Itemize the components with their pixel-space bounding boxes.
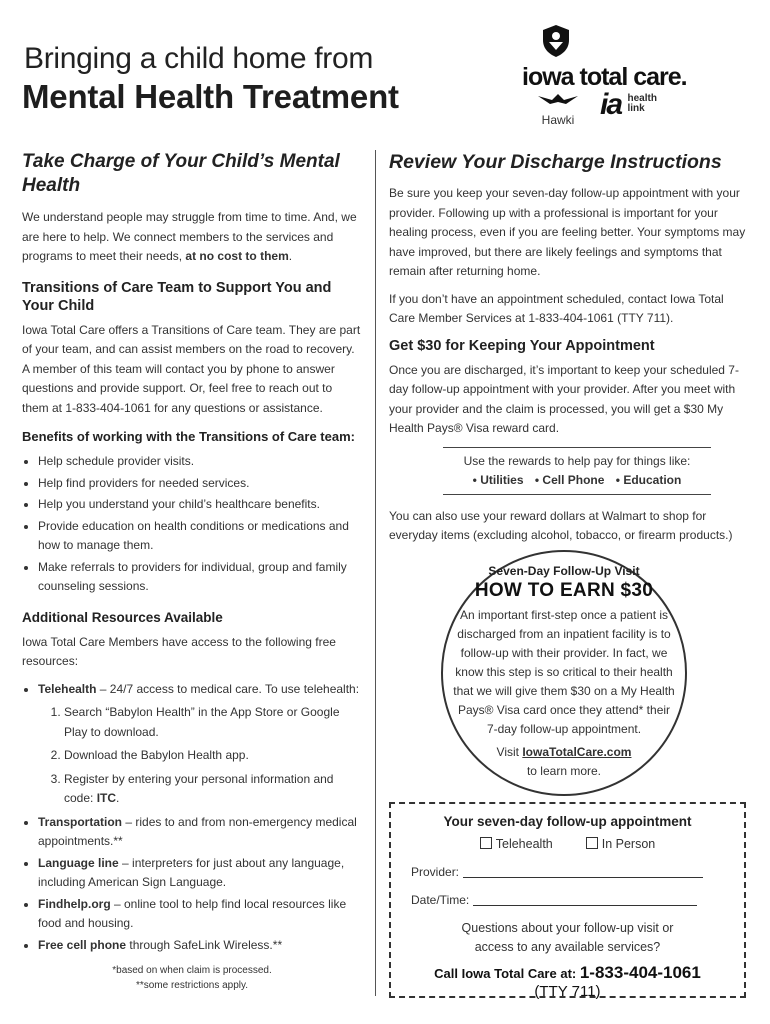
questions-text: Questions about your follow-up visit or access to any available services? bbox=[461, 921, 674, 954]
ia-mark: ia bbox=[600, 88, 622, 121]
findhelp-label: Findhelp.org bbox=[38, 896, 111, 911]
left-column bbox=[22, 150, 362, 993]
benefits-heading: Benefits of working with the Transitions of Care team: bbox=[22, 429, 355, 444]
list-item bbox=[38, 936, 362, 956]
cell-phone-text: through SafeLink Wireless.** bbox=[126, 937, 283, 952]
take-charge-heading: Take Charge of Your Child’s Mental Health bbox=[22, 151, 340, 196]
provider-line[interactable] bbox=[463, 877, 703, 878]
callout-heading: HOW TO EARN $30 bbox=[474, 580, 654, 601]
shield-heart-icon bbox=[536, 24, 576, 63]
provider-field[interactable] bbox=[411, 865, 744, 879]
cell-phone-label: Free cell phone bbox=[38, 937, 127, 952]
telehealth-steps bbox=[38, 703, 362, 809]
list-item bbox=[64, 770, 362, 809]
resources-list bbox=[22, 680, 362, 956]
appointment-type-options bbox=[391, 837, 744, 851]
language-line-label: Language line bbox=[38, 855, 119, 870]
reward-uses-box bbox=[443, 447, 711, 495]
transportation-label: Transportation bbox=[38, 814, 123, 829]
in-person-option-label: In Person bbox=[601, 837, 656, 851]
page-title-line1: Bringing a child home from bbox=[24, 42, 374, 75]
list-item bbox=[38, 813, 362, 852]
page-title-line2: Mental Health Treatment bbox=[22, 78, 399, 115]
callout-subtitle: Seven-Day Follow-Up Visit bbox=[488, 564, 640, 578]
reward-heading: Get $30 for Keeping Your Appointment bbox=[389, 337, 655, 354]
reward-paragraph: Once you are discharged, it’s important to keep your scheduled 7-day follow-up appointment with your provider. After you meet with your provider and the claim is processed, you will get a $30 My Health Pays® Visa reward card. bbox=[389, 362, 739, 435]
intro-bold: at no cost to them bbox=[185, 249, 289, 263]
tty-number: (TTY 711) bbox=[534, 983, 601, 1000]
how-to-earn-callout bbox=[441, 550, 687, 796]
hawki-label: Hawki bbox=[541, 113, 575, 127]
ia-health-label: health bbox=[627, 93, 657, 104]
list-item: • Help you understand your child’s healthcare benefits. bbox=[38, 495, 362, 515]
reward-uses-items bbox=[443, 471, 711, 490]
telehealth-option-label: Telehealth bbox=[495, 837, 553, 851]
list-item bbox=[38, 680, 362, 809]
step3-text: Register by entering your personal information and code: bbox=[64, 771, 334, 805]
telehealth-text: – 24/7 access to medical care. To use telehealth: bbox=[96, 681, 360, 696]
transitions-paragraph: Iowa Total Care offers a Transitions of Care team. They are part of your team, and can assist members on the road to recovery. A member of this team will contact you by phone to answer questions and provide support. Or, feel free to reach out to them at 1-833-404-1061 for any questions or assistance. bbox=[22, 322, 361, 415]
telehealth-checkbox[interactable] bbox=[480, 837, 492, 849]
transitions-heading: Transitions of Care Team to Support You and Your Child bbox=[22, 279, 332, 314]
list-item: • Make referrals to providers for individual, group and family counseling sessions. bbox=[38, 558, 362, 597]
intro-text: We understand people may struggle from time to time. And, we are here to help. We connect members to the services and programs to meet their needs, bbox=[22, 210, 357, 263]
intro-end: . bbox=[288, 249, 293, 263]
date-time-line[interactable] bbox=[473, 905, 697, 906]
footnotes bbox=[22, 963, 362, 993]
no-appointment-paragraph: If you don’t have an appointment scheduled, contact Iowa Total Care Member Services at 1-833-404-1061 (TTY 711). bbox=[389, 291, 724, 325]
call-number: 1-833-404-1061 bbox=[579, 963, 701, 982]
benefits-list bbox=[22, 452, 362, 597]
list-item bbox=[38, 854, 362, 893]
callout-learn-more: to learn more. bbox=[526, 764, 602, 778]
call-label: Call Iowa Total Care at: bbox=[434, 966, 580, 981]
hawk-icon bbox=[538, 92, 578, 108]
column-divider bbox=[375, 150, 376, 996]
telehealth-label: Telehealth bbox=[38, 681, 97, 696]
list-item: • Help schedule provider visits. bbox=[38, 452, 362, 472]
call-line bbox=[391, 963, 744, 983]
cell-phone-item: • Cell Phone bbox=[534, 472, 605, 487]
reward-uses-line: Use the rewards to help pay for things like: bbox=[463, 453, 691, 468]
iowatotalcare-link[interactable]: IowaTotalCare.com bbox=[522, 745, 632, 759]
footnote-claim: *based on when claim is processed. bbox=[112, 965, 272, 976]
callout-visit bbox=[451, 743, 677, 781]
hawki-logo bbox=[528, 92, 588, 127]
list-item: 2. Download the Babylon Health app. bbox=[64, 746, 362, 766]
resources-intro: Iowa Total Care Members have access to the following free resources: bbox=[22, 634, 336, 668]
iowa-total-care-logo bbox=[522, 24, 702, 92]
transportation-text: – rides to and from non-emergency medical appointments.** bbox=[38, 814, 357, 848]
discharge-paragraph: Be sure you keep your seven-day follow-up appointment with your provider. Following up with a professional is important for your healing process, even if you are feeling better. Your symptoms may have improved, but there are likely feelings and symptoms that remain after returning home. bbox=[389, 186, 746, 278]
step3-code: ITC bbox=[96, 791, 117, 805]
education-item: • Education bbox=[615, 472, 682, 487]
date-time-label: Date/Time: bbox=[411, 893, 470, 907]
walmart-paragraph: You can also use your reward dollars at Walmart to shop for everyday items (excluding alcohol, tobacco, or firearm products.) bbox=[389, 508, 733, 542]
findhelp-text: – online tool to help find local resources like food and housing. bbox=[38, 896, 347, 930]
discharge-heading: Review Your Discharge Instructions bbox=[389, 151, 722, 173]
appointment-title: Your seven-day follow-up appointment bbox=[443, 814, 692, 829]
ia-link-label: link bbox=[627, 103, 645, 114]
list-item: • Help find providers for needed services. bbox=[38, 474, 362, 494]
provider-label: Provider: bbox=[411, 865, 460, 879]
list-item bbox=[38, 895, 362, 934]
iowa-total-care-wordmark: iowa total care. bbox=[522, 63, 687, 91]
callout-visit-text: Visit bbox=[496, 745, 523, 759]
list-item: 1. Search “Babylon Health” in the App Store or Google Play to download. bbox=[64, 703, 362, 742]
ia-health-link-logo bbox=[600, 88, 657, 122]
intro-paragraph bbox=[22, 208, 362, 267]
date-time-field[interactable] bbox=[411, 893, 744, 907]
utilities-item: • Utilities bbox=[472, 472, 524, 487]
list-item: • Provide education on health conditions or medications and how to manage them. bbox=[38, 517, 362, 556]
appointment-card bbox=[389, 802, 746, 998]
resources-heading: Additional Resources Available bbox=[22, 609, 223, 625]
footnote-restrictions: **some restrictions apply. bbox=[135, 980, 249, 991]
language-line-text: – interpreters for just about any language, including American Sign Language. bbox=[38, 855, 345, 889]
step3-end: . bbox=[116, 791, 120, 805]
right-column bbox=[389, 150, 749, 554]
callout-body: An important first-step once a patient is discharged from an inpatient facility is to follow-up with their provider. In fact, we know this step is so critical to their health that we will give them $30 on a My Health Pays® Visa card once they attend* their 7-day follow-up appointment. bbox=[453, 608, 675, 736]
in-person-checkbox[interactable] bbox=[586, 837, 598, 849]
